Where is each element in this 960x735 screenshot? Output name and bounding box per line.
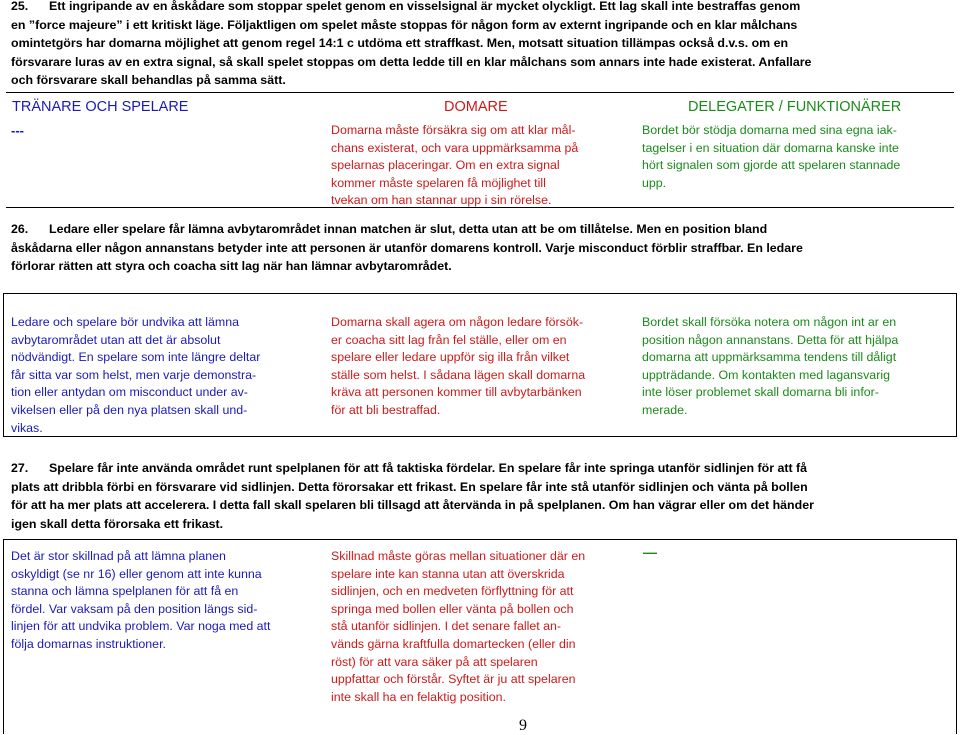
cell-line: Domarna måste försäkra sig om att klar mål- <box>331 123 576 137</box>
cell-line: följa domarnas instruktioner. <box>11 636 166 651</box>
cell-line: kräva att personen kommer till avbytarbänken <box>331 385 582 400</box>
cell-line: nödvändigt. En spelare som inte längre deltar <box>11 350 261 365</box>
cell-line: spelarnas placeringar. Om en extra signal <box>331 158 560 173</box>
cell-line: Bordet bör stödja domarna med sina egna iak- <box>642 123 897 137</box>
cell-line: er coacha sitt lag från fel ställe, eller om en <box>331 332 567 347</box>
paragraph-27-line-3: för att ha mer plats att accelerera. I detta fall skall spelaren bli tillsagd att återvända in på spelplanen. Om han vägrar eller om det händer <box>11 498 814 512</box>
cell-line: Domarna skall agera om någon ledare försök- <box>331 315 584 329</box>
cell-line: Bordet skall försöka notera om någon int ar en <box>642 315 897 329</box>
cell-line: för att bli bestraffad. <box>331 402 441 417</box>
row26-referees-text <box>331 314 636 420</box>
cell-line: spelare inte kan stanna utan att överskrida <box>331 566 565 581</box>
row27-delegates-dash: — <box>643 544 657 560</box>
cell-line: tvekan om han stannar upp i sin rörelse. <box>331 193 552 208</box>
paragraph-number: 27. <box>11 461 29 475</box>
table-bottom-rule <box>6 207 954 208</box>
cell-line: inte löser problemet skall domarna bli infor- <box>642 385 879 400</box>
header-referees: DOMARE <box>444 99 508 115</box>
paragraph-27-line-4: igen skall detta förorsaka ett frikast. <box>11 516 224 531</box>
cell-line: sidlinjen, och en medveten förflyttning för att <box>331 584 574 599</box>
cell-line: inte skall ha en felaktig position. <box>331 689 506 704</box>
row26-coaches-text <box>11 314 321 437</box>
cell-line: avbytarområdet utan att det är absolut <box>11 332 221 347</box>
row25-coaches-dash: --- <box>11 123 24 138</box>
paragraph-25-line-4: försvarare luras av en extra signal, så skall spelet stoppas om detta ledde till en klar målchans som annars inte hade existerat. Anfallare <box>11 54 812 69</box>
cell-line: tagelser i en situation där domarna kanske inte <box>642 140 899 155</box>
row25-delegates-text <box>642 122 952 192</box>
row27-coaches-text <box>11 548 321 654</box>
cell-line: springa med bollen eller vänta på bollen och <box>331 601 574 616</box>
paragraph-26-line-1: 26. Ledare eller spelare får lämna avbytarområdet innan matchen är slut, detta utan att be om tillåtelse. Men en position bland <box>11 220 947 239</box>
paragraph-27 <box>11 459 947 533</box>
cell-line: linjen för att undvika problem. Var noga med att <box>11 619 271 634</box>
cell-line: chans existerat, och vara uppmärksamma på <box>331 140 579 155</box>
cell-line: ställe som helst. I sådana lägen skall domarna <box>331 367 586 382</box>
cell-line: röst) för att vara säker på att spelaren <box>331 654 538 669</box>
table-top-rule <box>6 92 954 93</box>
paragraph-26-line-3: förlorar rätten att styra och coacha sitt lag när han lämnar avbytarområdet. <box>11 259 452 273</box>
cell-line: stanna och lämna spelplanen för att få en <box>11 584 239 599</box>
table-left-rule <box>3 539 4 734</box>
cell-line: Det är stor skillnad på att lämna planen <box>11 549 226 563</box>
row25-referees-text <box>331 122 631 210</box>
cell-line: domarna att uppmärksamma tendens till dåligt <box>642 350 897 365</box>
paragraph-27-line-2: plats att dribbla förbi en försvarare vid sidlinjen. Detta förorsakar ett frikast. En spelare får inte stå utanför sidlinjen och vänta på bollen <box>11 479 808 494</box>
header-coaches: TRÄNARE OCH SPELARE <box>12 99 189 115</box>
cell-line: hört signalen som gjorde att spelaren stannade <box>642 158 901 173</box>
cell-line: merade. <box>642 402 688 417</box>
paragraph-number: 25. <box>11 0 29 13</box>
paragraph-number: 26. <box>11 222 29 236</box>
table-left-rule <box>3 293 4 437</box>
cell-line: spelare eller ledare uppför sig illa från vilket <box>331 350 570 365</box>
header-delegates: DELEGATER / FUNKTIONÄRER <box>688 99 902 115</box>
cell-line: vänds gärna kraftfulla domartecken (eller din <box>331 636 576 651</box>
page-number: 9 <box>519 717 527 734</box>
cell-line: tion eller antydan om misconduct under av- <box>11 385 248 400</box>
row26-delegates-text <box>642 314 952 420</box>
cell-line: fördel. Var vaksam på den position längs sid- <box>11 601 258 616</box>
table-top-rule <box>3 539 957 540</box>
cell-line: får sitta var som helst, men varje demonstra- <box>11 367 257 382</box>
row27-referees-text <box>331 548 636 706</box>
cell-line: Skillnad måste göras mellan situationer där en <box>331 549 586 563</box>
paragraph-25-line-3: omintetgörs har domarna möjlighet att genom regel 14:1 c utdöma ett straffkast. Men, motsatt situation tillämpas också d.v.s. om en <box>11 36 789 50</box>
cell-line: kommer måste spelaren få möjlighet till <box>331 175 546 190</box>
table-top-rule <box>3 293 957 294</box>
cell-line: uppfattar och förstår. Syftet är ju att spelaren <box>331 672 576 687</box>
paragraph-25-line-2: en ”force majeure” i ett kritiskt läge. Följaktligen om spelet måste stoppas för någon form av externt ingripande och en klar målchans <box>11 17 798 32</box>
cell-line: upp. <box>642 175 667 190</box>
paragraph-26 <box>11 220 947 276</box>
paragraph-27-line-1: 27. Spelare får inte använda området runt spelplanen för att få taktiska fördelar. En spelare får inte springa utanför sidlinjen för att få <box>11 459 947 478</box>
cell-line: stå utanför sidlinjen. I det senare fallet an- <box>331 619 562 634</box>
cell-line: position någon annanstans. Detta för att hjälpa <box>642 332 899 347</box>
cell-line: uppträdande. Om kontakten med lagansvarig <box>642 367 890 382</box>
paragraph-25 <box>11 0 947 90</box>
cell-line: Ledare och spelare bör undvika att lämna <box>11 315 239 329</box>
cell-line: vikas. <box>11 420 43 435</box>
cell-line: vikelsen eller på den nya platsen skall und- <box>11 402 248 417</box>
paragraph-25-line-5: och försvarare skall behandlas på samma sätt. <box>11 73 286 87</box>
cell-line: oskyldigt (se nr 16) eller genom att inte kunna <box>11 566 262 581</box>
paragraph-25-line-1: 25. Ett ingripande av en åskådare som stoppar spelet genom en visselsignal är mycket olyckligt. Ett lag skall inte bestraffas genom <box>11 0 947 16</box>
table-right-rule <box>956 293 957 437</box>
paragraph-26-line-2: åskådarna eller någon annanstans betyder inte att personen är utanför domarens kontroll. Varje misconduct förblir straffbar. En ledare <box>11 240 803 255</box>
table-right-rule <box>956 539 957 734</box>
